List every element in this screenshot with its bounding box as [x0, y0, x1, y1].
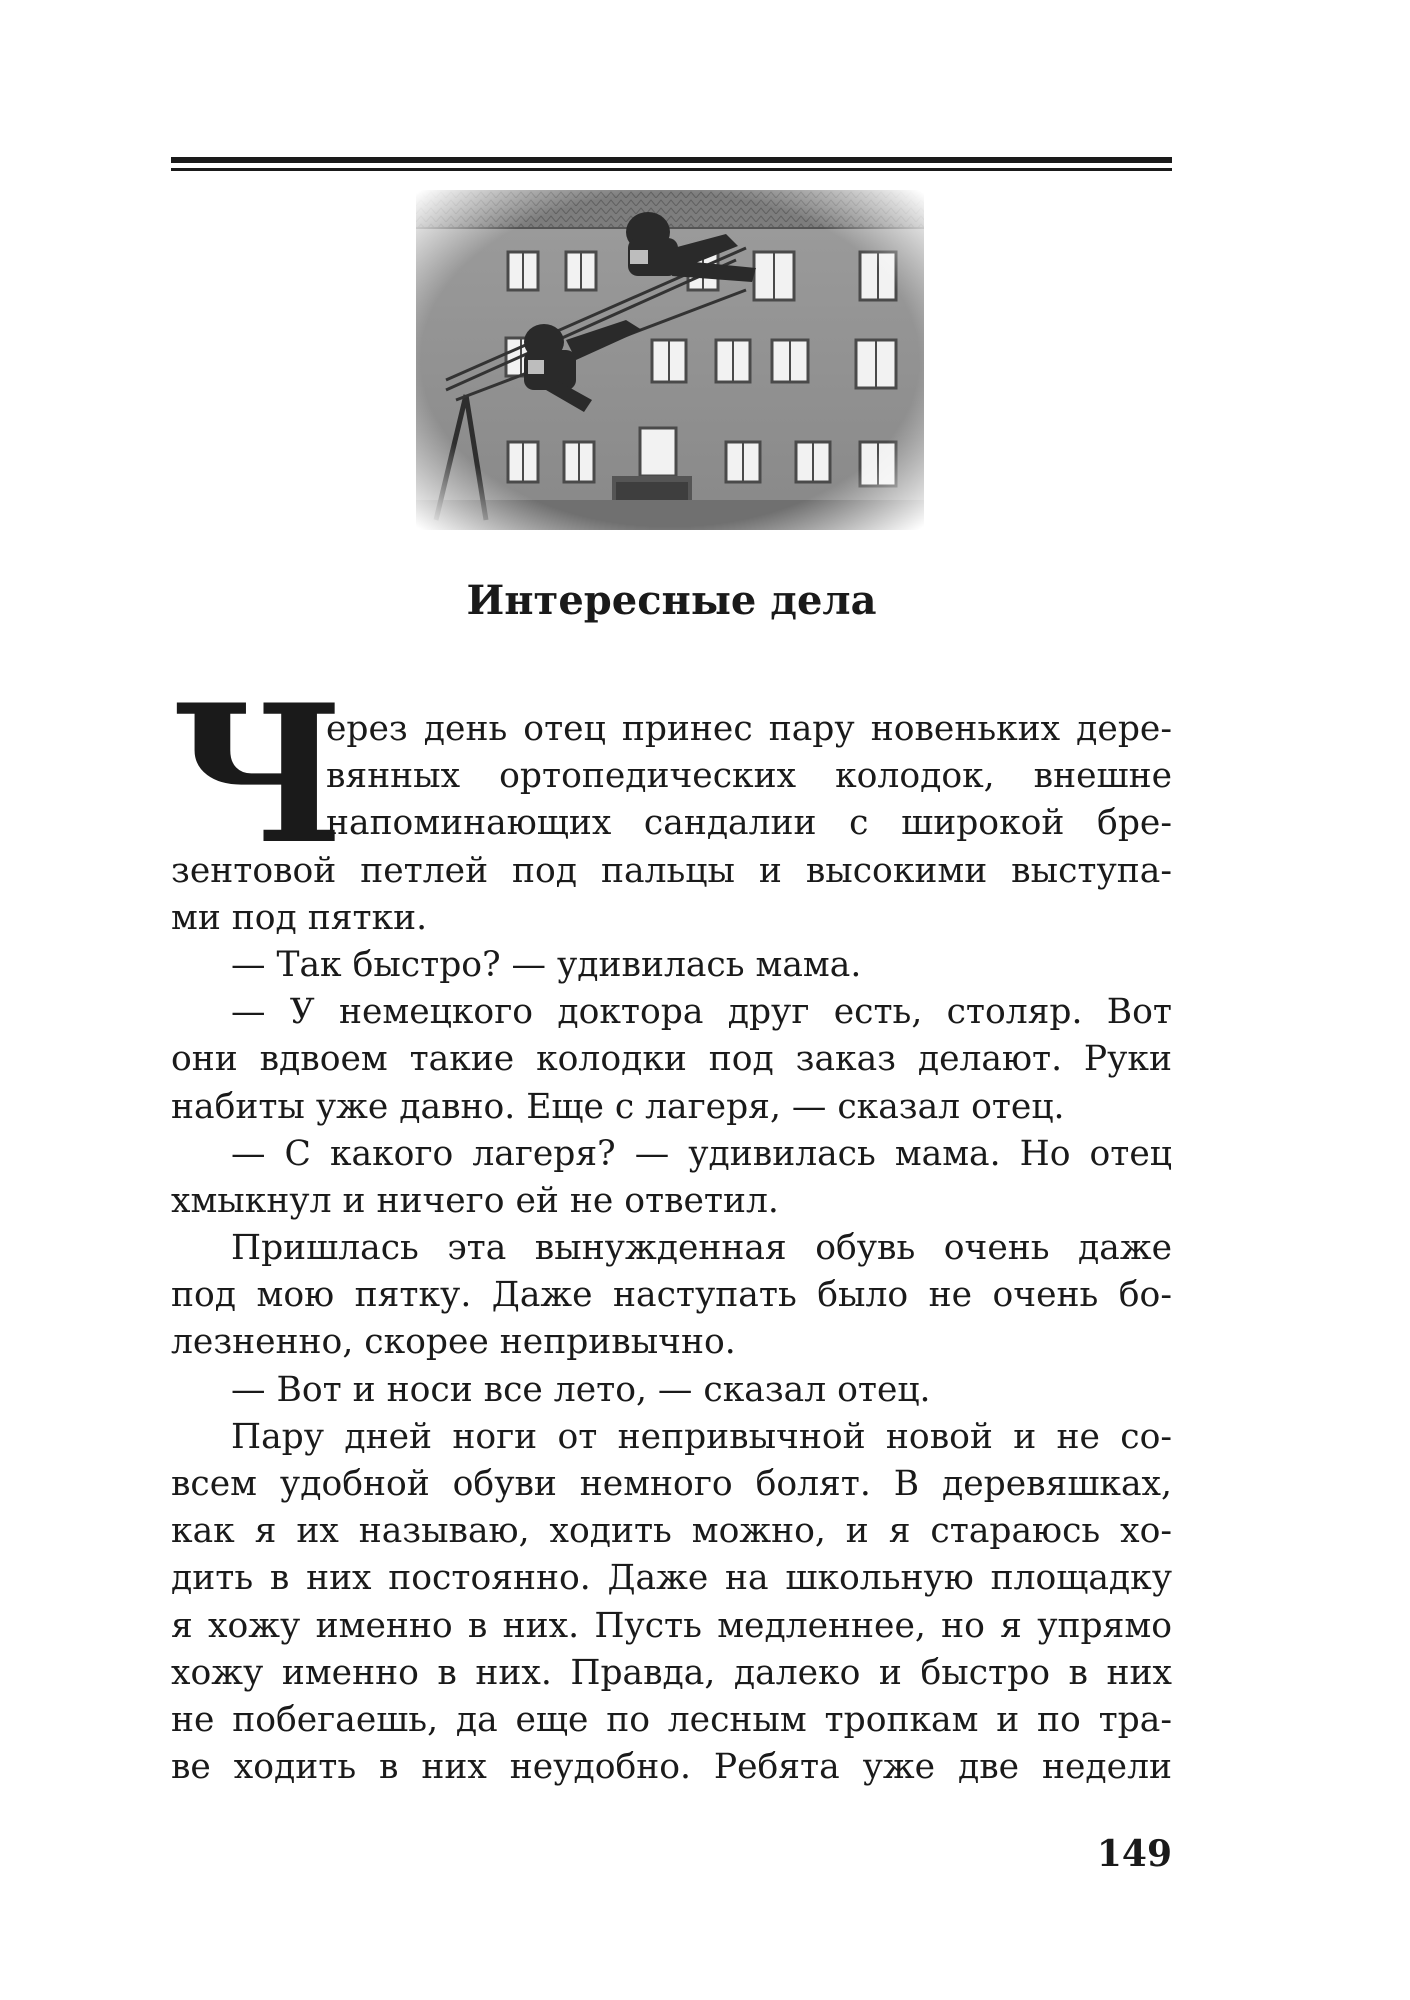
text-line: набиты уже давно. Еще с лагеря, — сказал отец.: [171, 1086, 1065, 1127]
header-rule-thin: [171, 168, 1172, 171]
text-line: всем удобной обуви немного болят. В деревяшках,: [171, 1464, 1172, 1504]
text-line: под мою пятку. Даже наступать было не очень бо-: [171, 1275, 1172, 1316]
text-line: лезненно, скорее непривычно.: [171, 1322, 736, 1363]
text-line: как я их называю, ходить можно, и я стараюсь хо-: [171, 1511, 1172, 1552]
text-line: они вдвоем такие колодки под заказ делают. Руки: [171, 1039, 1172, 1080]
text-line: Пару дней ноги от непривычной новой и не со-: [231, 1416, 1172, 1457]
text-line: — У немецкого доктора друг есть, столяр. Вот: [231, 992, 1172, 1033]
drop-cap: Ч: [171, 663, 345, 886]
chapter-title: Интересные дела: [466, 577, 877, 624]
text-line: напоминающих сандалии с широкой бре-: [326, 803, 1172, 844]
body-text: [171, 706, 1172, 1791]
text-line: дить в них постоянно. Даже на школьную площадку: [171, 1558, 1172, 1599]
text-line: не побегаешь, да еще по лесным тропкам и по тра-: [171, 1699, 1172, 1740]
text-line: — Вот и носи все лето, — сказал отец.: [231, 1369, 931, 1410]
text-line: Пришлась эта вынужденная обувь очень даже: [231, 1228, 1172, 1269]
page-number: 149: [1096, 1833, 1172, 1875]
text-line: хмыкнул и ничего ей не ответил.: [171, 1180, 779, 1221]
header-rule-thick: [171, 157, 1172, 163]
text-line: — С какого лагеря? — удивилась мама. Но отец: [231, 1133, 1172, 1174]
text-line: — Так быстро? — удивилась мама.: [231, 944, 862, 985]
text-line: вянных ортопедических колодок, внешне: [326, 756, 1172, 797]
text-line: хожу именно в них. Правда, далеко и быстро в них: [171, 1652, 1172, 1693]
text-line: ерез день отец принес пару новеньких дере-: [326, 709, 1172, 749]
text-line: ве ходить в них неудобно. Ребята уже две недели: [171, 1747, 1172, 1788]
text-line: ми под пятки.: [171, 897, 428, 938]
text-line: зентовой петлей под пальцы и высокими выступа-: [171, 850, 1172, 891]
chapter-photo: [416, 190, 924, 530]
text-line: я хожу именно в них. Пусть медленнее, но я упрямо: [171, 1605, 1172, 1646]
